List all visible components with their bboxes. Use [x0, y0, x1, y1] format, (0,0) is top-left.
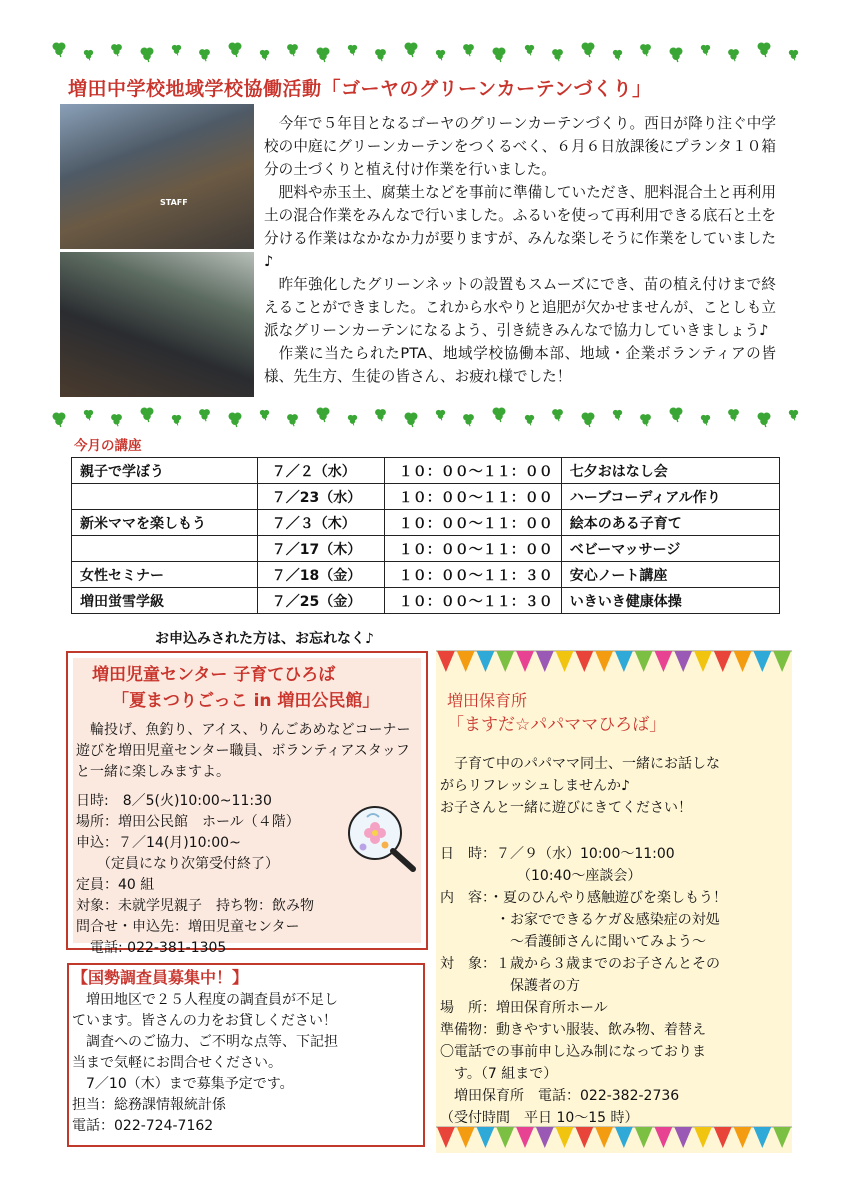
bunting-flag [734, 651, 752, 672]
clover-icon [346, 413, 359, 426]
bunting-flag [753, 651, 771, 672]
course-content-cell: 安心ノート講座 [561, 562, 779, 588]
bunting-flag [615, 651, 633, 672]
clover-icon [50, 40, 68, 58]
clover-icon [285, 412, 300, 427]
bunting-flag [674, 1127, 692, 1148]
clover-icon [755, 410, 773, 428]
bunting-top-decoration [436, 650, 792, 674]
jidou-detail-line: 対象：未就学児親子 持ち物：飲み物 [76, 898, 314, 914]
clover-icon [434, 408, 447, 421]
clover-icon [109, 412, 124, 427]
bunting-flag [556, 1127, 574, 1148]
clover-icon [787, 408, 800, 421]
census-line: 担当：総務課情報統計係 [72, 1097, 226, 1113]
article-paragraph: 肥料や赤玉土、腐葉土などを事前に準備していただき、肥料混合土と再利用土の混合作業をみんなで行いました。ふるいを使って再利用できる底石と土を分ける作業はなかなか力が要りますが、みんな楽しそうに作業をしていました♪ [264, 184, 776, 270]
course-date-cell: ７／25（金） [257, 588, 384, 614]
course-name-cell: 親子で学ぼう [72, 458, 258, 484]
course-content-cell: ハーブコーディアル作り [561, 484, 779, 510]
clover-border-top [50, 40, 800, 62]
bunting-flag [477, 651, 495, 672]
clover-icon [787, 48, 800, 61]
hoikusho-event-title: 「ますだ☆パパママひろば」 [447, 715, 667, 735]
clover-icon [611, 408, 624, 421]
course-row [72, 562, 780, 588]
clover-icon [461, 42, 476, 57]
clover-icon [699, 43, 712, 56]
bunting-flag [496, 651, 514, 672]
clover-icon [402, 40, 420, 58]
hoikusho-description-line: 子育て中のパパママ同士、一緒にお話しな [440, 756, 720, 772]
census-body [72, 990, 422, 1137]
bunting-flag [655, 1127, 673, 1148]
course-name-cell [72, 484, 258, 510]
photo-soil-work [60, 104, 254, 249]
census-line: 当まで気軽にお問合せください。 [72, 1055, 282, 1071]
bunting-flag [496, 1127, 514, 1148]
course-time-cell: １０：００～１１：００ [384, 484, 561, 510]
bunting-flag [655, 651, 673, 672]
census-line: 7／10（木）まで募集予定です。 [72, 1076, 294, 1092]
clover-icon [550, 407, 565, 422]
bunting-flag [674, 651, 692, 672]
jidou-detail-line: 日時: 8／5(火)10:00~11:30 [76, 793, 272, 809]
hoikusho-description-line: お子さんと一緒に遊びにきてください！ [440, 800, 692, 816]
hoikusho-title: 増田保育所 [447, 691, 528, 710]
clover-icon [138, 45, 156, 63]
hoikusho-detail-line: 内 容：・夏のひんやり感触遊びを楽しもう！ [440, 890, 727, 906]
article-body [264, 112, 776, 388]
hoikusho-detail-line: 日 時：７／９（水）10:00～11:00 [440, 846, 675, 862]
jidou-title: 増田児童センター 子育てひろば [92, 665, 336, 685]
bunting-flag [457, 651, 475, 672]
course-content-cell: 絵本のある子育て [561, 510, 779, 536]
jidou-detail-line: 定員：40 組 [76, 877, 155, 893]
census-line: ています。皆さんの力をお貸しください！ [72, 1013, 337, 1029]
clover-icon [109, 42, 124, 57]
bunting-flag [437, 1127, 455, 1148]
photo-planting [60, 252, 254, 397]
course-date-cell: ７／２（水） [257, 458, 384, 484]
course-date-cell: ７／18（金） [257, 562, 384, 588]
course-date-cell: ７／23（水） [257, 484, 384, 510]
clover-icon [402, 410, 420, 428]
clover-icon [490, 45, 508, 63]
census-title: 【国勢調査員募集中！】 [72, 968, 249, 987]
clover-icon [667, 405, 685, 423]
hoikusho-description [440, 753, 792, 819]
course-content-cell: 七夕おはなし会 [561, 458, 779, 484]
clover-icon [638, 42, 653, 57]
bunting-flag [734, 1127, 752, 1148]
courses-table [71, 457, 780, 614]
hoikusho-detail-line: 保護者の方 [440, 978, 580, 994]
jidou-detail-line: 電話: 022-381-1305 [76, 940, 227, 956]
bunting-flag [635, 651, 653, 672]
bunting-flag [714, 651, 732, 672]
course-time-cell: １０：００～１１：３０ [384, 588, 561, 614]
course-time-cell: １０：００～１１：３０ [384, 562, 561, 588]
clover-icon [461, 412, 476, 427]
bunting-flag [773, 651, 791, 672]
bunting-flag [694, 651, 712, 672]
bunting-flag [615, 1127, 633, 1148]
hoikusho-detail-line: 増田保育所 電話：022-382-2736 [440, 1088, 680, 1104]
course-row [72, 588, 780, 614]
jidou-detail-line: 場所：増田公民館 ホール（４階） [76, 814, 300, 830]
hoikusho-detail-line: す。（7 組まで） [440, 1066, 558, 1082]
course-content-cell: ベビーマッサージ [561, 536, 779, 562]
course-name-cell: 新米ママを楽しもう [72, 510, 258, 536]
hoikusho-detail-line: （10:40～座談会） [440, 868, 642, 884]
course-name-cell: 女性セミナー [72, 562, 258, 588]
clover-icon [346, 43, 359, 56]
course-name-cell: 増田蛍雪学級 [72, 588, 258, 614]
jidou-detail-line: 問合せ・申込先：増田児童センター [76, 919, 300, 935]
clover-icon [699, 413, 712, 426]
bunting-flag [714, 1127, 732, 1148]
clover-icon [226, 410, 244, 428]
bunting-flag [516, 1127, 534, 1148]
course-row [72, 458, 780, 484]
clover-icon [523, 413, 536, 426]
jidou-event-title: 「夏まつりごっこ in 増田公民館」 [112, 691, 380, 711]
clover-icon [726, 407, 741, 422]
jidou-detail-line: （定員になり次第受付終了） [76, 856, 279, 872]
hoikusho-description-line: がらリフレッシュしませんか♪ [440, 778, 630, 794]
hoikusho-detail-line: （受付時間 平日 10～15 時） [440, 1110, 639, 1126]
clover-icon [434, 48, 447, 61]
census-line: 増田地区で２５人程度の調査員が不足し [72, 992, 338, 1008]
uchiwa-fan-icon [345, 803, 420, 873]
jidou-description [76, 720, 422, 783]
clover-icon [373, 47, 388, 62]
hoikusho-detail-line: ～看護師さんに聞いてみよう～ [440, 934, 706, 950]
bunting-flag [437, 651, 455, 672]
bunting-bottom-decoration [436, 1126, 792, 1150]
course-time-cell: １０：００～１１：００ [384, 510, 561, 536]
clover-icon [726, 47, 741, 62]
bunting-flag [457, 1127, 475, 1148]
hoikusho-detail-line: 準備物：動きやすい服装、飲み物、着替え [440, 1022, 706, 1038]
bunting-flag [536, 651, 554, 672]
jidou-detail-line: 申込：７／14(月)10:00~ [76, 835, 241, 851]
course-content-cell: いきいき健康体操 [561, 588, 779, 614]
photo-staff-label: STAFF [160, 198, 188, 207]
clover-icon [258, 408, 271, 421]
clover-icon [314, 405, 332, 423]
bunting-flag [694, 1127, 712, 1148]
clover-icon [50, 410, 68, 428]
bunting-flag [753, 1127, 771, 1148]
course-row [72, 484, 780, 510]
bunting-flag [477, 1127, 495, 1148]
clover-icon [82, 48, 95, 61]
clover-icon [258, 48, 271, 61]
course-date-cell: ７／３（木） [257, 510, 384, 536]
courses-title: 今月の講座 [74, 438, 142, 454]
jidou-description-text: 輪投げ、魚釣り、アイス、りんごあめなどコーナー遊びを増田児童センター職員、ボランティアスタッフと一緒に楽しみますよ。 [76, 722, 411, 780]
clover-icon [314, 45, 332, 63]
bunting-flag [635, 1127, 653, 1148]
courses-notice: お申込みされた方は、お忘れなく♪ [155, 631, 374, 647]
clover-icon [550, 47, 565, 62]
course-row [72, 510, 780, 536]
bunting-flag [575, 651, 593, 672]
article-paragraph: 昨年強化したグリーンネットの設置もスムーズにでき、苗の植え付けまで終えることができました。これから水やりと追肥が欠かせませんが、ことしも立派なグリーンカーテンになるよう、引き続きみんなで協力していきましょう♪ [264, 276, 776, 339]
hoikusho-details [440, 843, 792, 1129]
article-paragraph: 今年で５年目となるゴーヤのグリーンカーテンづくり。西日が降り注ぐ中学校の中庭にグリーンカーテンをつくるべく、６月６日放課後にプランタ１０箱分の土づくりと植え付け作業を行いました。 [264, 115, 776, 178]
clover-icon [611, 48, 624, 61]
hoikusho-detail-line: ・お家でできるケガ＆感染症の対処 [440, 912, 720, 928]
clover-icon [755, 40, 773, 58]
course-name-cell [72, 536, 258, 562]
clover-icon [285, 42, 300, 57]
census-line: 調査へのご協力、ご不明な点等、下記担 [72, 1034, 338, 1050]
clover-icon [523, 43, 536, 56]
bunting-flag [556, 651, 574, 672]
clover-icon [226, 40, 244, 58]
hoikusho-detail-line: 〇電話での事前申し込み制になっておりま [440, 1044, 706, 1060]
census-line: 電話：022-724-7162 [72, 1118, 214, 1134]
bunting-flag [773, 1127, 791, 1148]
clover-border-bottom [50, 405, 800, 427]
article-paragraph: 作業に当たられたPTA、地域学校協働本部、地域・企業ボランティアの皆様、先生方、生徒の皆さん、お疲れ様でした！ [264, 345, 776, 385]
clover-icon [667, 45, 685, 63]
clover-icon [197, 407, 212, 422]
clover-icon [170, 43, 183, 56]
course-time-cell: １０：００～１１：００ [384, 458, 561, 484]
bunting-flag [536, 1127, 554, 1148]
hoikusho-detail-line: 対 象：１歳から３歳までのお子さんとその [440, 956, 720, 972]
bunting-flag [575, 1127, 593, 1148]
article-title: 増田中学校地域学校協働活動「ゴーヤのグリーンカーテンづくり」 [68, 78, 652, 100]
clover-icon [170, 413, 183, 426]
course-time-cell: １０：００～１１：００ [384, 536, 561, 562]
clover-icon [138, 405, 156, 423]
clover-icon [490, 405, 508, 423]
clover-icon [197, 47, 212, 62]
clover-icon [373, 407, 388, 422]
bunting-flag [595, 651, 613, 672]
clover-icon [638, 412, 653, 427]
clover-icon [82, 408, 95, 421]
bunting-flag [595, 1127, 613, 1148]
clover-icon [579, 410, 597, 428]
course-row [72, 536, 780, 562]
bunting-flag [516, 651, 534, 672]
hoikusho-detail-line: 場 所：増田保育所ホール [440, 1000, 608, 1016]
clover-icon [579, 40, 597, 58]
course-date-cell: ７／17（木） [257, 536, 384, 562]
